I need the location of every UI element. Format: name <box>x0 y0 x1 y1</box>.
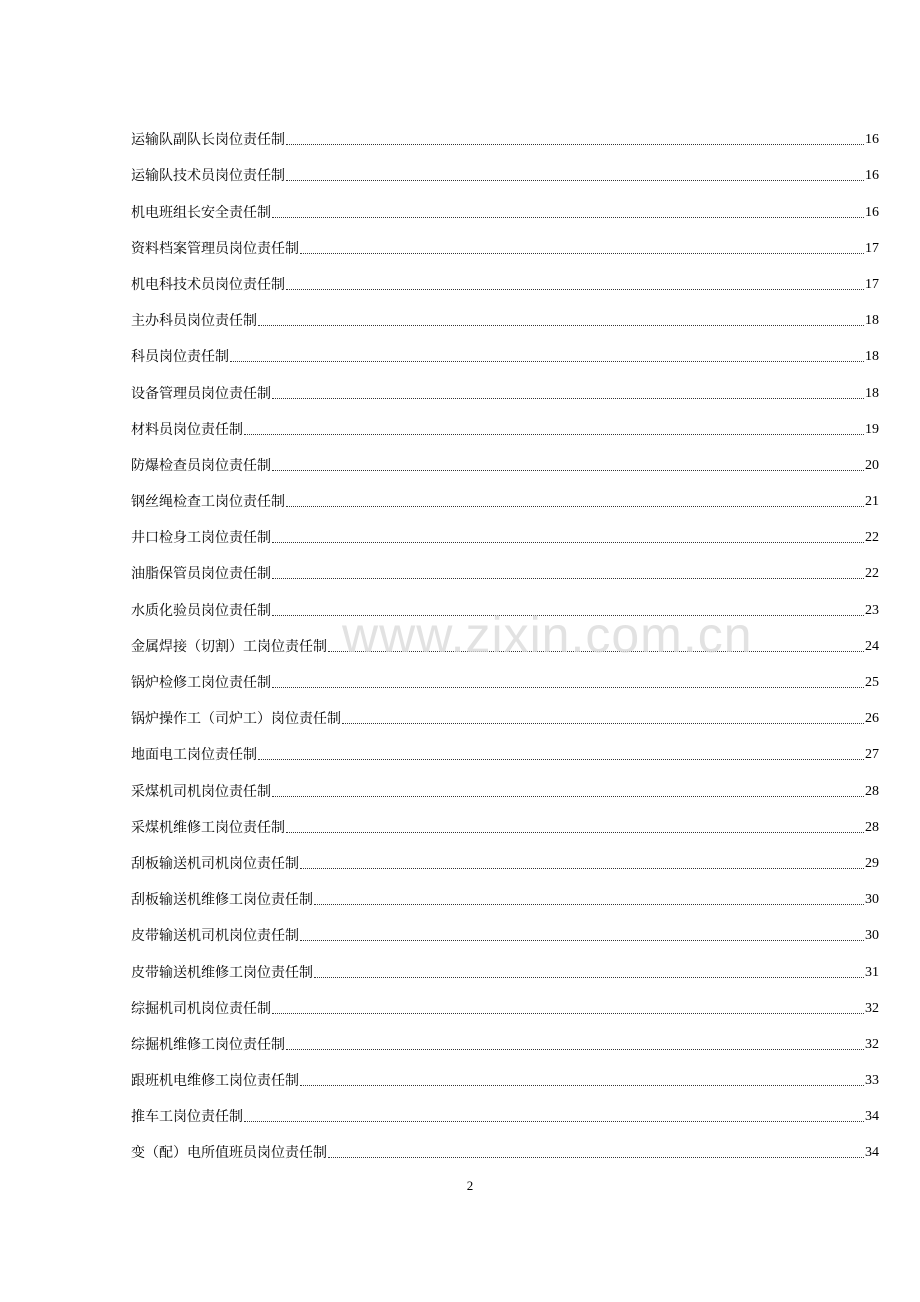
toc-entry-title: 主办科员岗位责任制 <box>131 313 257 330</box>
toc-entry[interactable] <box>131 949 879 985</box>
toc-entry-page: 17 <box>865 276 879 292</box>
toc-entry[interactable] <box>131 262 879 298</box>
toc-entry[interactable] <box>131 877 879 913</box>
toc-dot-leader <box>272 686 864 688</box>
toc-dot-leader <box>300 252 864 254</box>
toc-entry[interactable] <box>131 805 879 841</box>
toc-dot-leader <box>300 867 864 869</box>
toc-entry-page: 18 <box>865 349 879 365</box>
toc-entry[interactable] <box>131 551 879 587</box>
toc-entry-title: 防爆检查员岗位责任制 <box>131 457 271 474</box>
toc-entry-page: 28 <box>865 819 879 835</box>
toc-entry-page: 26 <box>865 711 879 727</box>
toc-dot-leader <box>258 758 864 760</box>
toc-dot-leader <box>272 541 864 543</box>
toc-entry-title: 地面电工岗位责任制 <box>131 747 257 764</box>
toc-dot-leader <box>272 216 864 218</box>
toc-entry-page: 32 <box>865 1036 879 1052</box>
toc-entry-title: 皮带输送机司机岗位责任制 <box>131 928 299 945</box>
watermark: www.zixin.com.cn <box>342 607 753 663</box>
toc-entry[interactable] <box>131 768 879 804</box>
toc-entry-title: 油脂保管员岗位责任制 <box>131 566 271 583</box>
toc-entry[interactable] <box>131 479 879 515</box>
toc-entry[interactable] <box>131 226 879 262</box>
toc-entry-page: 18 <box>865 385 879 401</box>
toc-entry-page: 29 <box>865 855 879 871</box>
toc-entry-title: 井口检身工岗位责任制 <box>131 530 271 547</box>
toc-dot-leader <box>314 903 864 905</box>
toc-entry[interactable] <box>131 117 879 153</box>
toc-entry-page: 30 <box>865 928 879 944</box>
toc-entry[interactable] <box>131 407 879 443</box>
toc-entry[interactable] <box>131 443 879 479</box>
toc-dot-leader <box>272 397 864 399</box>
toc-entry-page: 19 <box>865 421 879 437</box>
toc-entry[interactable] <box>131 515 879 551</box>
toc-entry[interactable] <box>131 841 879 877</box>
toc-entry-page: 24 <box>865 638 879 654</box>
toc-entry-page: 21 <box>865 494 879 510</box>
toc-entry-title: 水质化验员岗位责任制 <box>131 602 271 619</box>
toc-entry[interactable] <box>131 1022 879 1058</box>
toc-entry-page: 32 <box>865 1000 879 1016</box>
toc-entry[interactable] <box>131 587 879 623</box>
toc-entry-page: 18 <box>865 313 879 329</box>
toc-entry[interactable] <box>131 370 879 406</box>
toc-entry-title: 变（配）电所值班员岗位责任制 <box>131 1145 327 1162</box>
toc-entry-page: 17 <box>865 240 879 256</box>
toc-entry[interactable] <box>131 624 879 660</box>
toc-dot-leader <box>286 143 864 145</box>
toc-entry-title: 跟班机电维修工岗位责任制 <box>131 1073 299 1090</box>
toc-dot-leader <box>286 288 864 290</box>
toc-entry-page: 27 <box>865 747 879 763</box>
toc-entry-page: 22 <box>865 530 879 546</box>
toc-entry-page: 20 <box>865 457 879 473</box>
toc-dot-leader <box>272 614 864 616</box>
toc-entry-title: 推车工岗位责任制 <box>131 1109 243 1126</box>
toc-entry[interactable] <box>131 913 879 949</box>
toc-dot-leader <box>286 505 864 507</box>
toc-entry-page: 33 <box>865 1073 879 1089</box>
toc-entry-title: 运输队技术员岗位责任制 <box>131 168 285 185</box>
toc-dot-leader <box>244 1120 864 1122</box>
toc-entry[interactable] <box>131 986 879 1022</box>
toc-entry-page: 16 <box>865 168 879 184</box>
toc-dot-leader <box>286 1048 864 1050</box>
toc-entry-page: 25 <box>865 675 879 690</box>
toc-entry[interactable] <box>131 732 879 768</box>
toc-dot-leader <box>272 469 864 471</box>
toc-entry-title: 采煤机维修工岗位责任制 <box>131 819 285 836</box>
toc-entry-title: 资料档案管理员岗位责任制 <box>131 240 299 257</box>
toc-entry-page: 23 <box>865 602 879 618</box>
toc-entry-title: 金属焊接（切割）工岗位责任制 <box>131 638 327 655</box>
toc-entry[interactable] <box>131 660 879 696</box>
toc-entry[interactable] <box>131 189 879 225</box>
toc-dot-leader <box>272 795 864 797</box>
toc-dot-leader <box>258 324 864 326</box>
toc-dot-leader <box>230 360 864 362</box>
toc-dot-leader <box>342 722 864 724</box>
toc-entry-title: 运输队副队长岗位责任制 <box>131 132 285 149</box>
toc-entry-title: 锅炉操作工（司炉工）岗位责任制 <box>131 711 341 728</box>
toc-dot-leader <box>300 939 864 941</box>
toc-entry[interactable] <box>131 298 879 334</box>
toc-entry[interactable] <box>131 153 879 189</box>
toc-entry-title: 科员岗位责任制 <box>131 349 229 366</box>
toc-dot-leader <box>286 179 864 181</box>
toc-entry-page: 16 <box>865 204 879 220</box>
toc-entry-title: 采煤机司机岗位责任制 <box>131 783 271 800</box>
toc-entry-title: 综掘机司机岗位责任制 <box>131 1000 271 1017</box>
toc-dot-leader <box>328 1156 864 1158</box>
toc-entry-title: 锅炉检修工岗位责任制 <box>131 675 271 691</box>
toc-entry[interactable] <box>131 1058 879 1094</box>
toc-dot-leader <box>244 433 864 435</box>
toc-dot-leader <box>272 577 864 579</box>
toc-dot-leader <box>300 1084 864 1086</box>
toc-entry-title: 材料员岗位责任制 <box>131 421 243 438</box>
toc-entry-title: 刮板输送机维修工岗位责任制 <box>131 892 313 909</box>
toc-entry-page: 31 <box>865 964 879 980</box>
toc-entry[interactable] <box>131 1130 879 1166</box>
toc-entry-title: 设备管理员岗位责任制 <box>131 385 271 402</box>
table-of-contents <box>131 117 879 1166</box>
toc-entry[interactable] <box>131 696 879 732</box>
toc-entry-page: 34 <box>865 1109 879 1125</box>
toc-entry-page: 30 <box>865 892 879 908</box>
toc-entry-title: 钢丝绳检查工岗位责任制 <box>131 494 285 511</box>
page-number: 2 <box>466 1178 474 1193</box>
toc-entry[interactable] <box>131 334 879 370</box>
toc-entry-page: 34 <box>865 1145 879 1161</box>
toc-dot-leader <box>272 1012 864 1014</box>
toc-entry-page: 28 <box>865 783 879 799</box>
toc-dot-leader <box>328 650 864 652</box>
toc-entry-title: 综掘机维修工岗位责任制 <box>131 1036 285 1053</box>
toc-dot-leader <box>286 831 864 833</box>
toc-entry-page: 22 <box>865 566 879 582</box>
toc-dot-leader <box>314 976 864 978</box>
toc-entry-title: 机电班组长安全责任制 <box>131 204 271 221</box>
toc-entry-title: 机电科技术员岗位责任制 <box>131 276 285 293</box>
toc-entry-page: 16 <box>865 132 879 148</box>
toc-entry-title: 皮带输送机维修工岗位责任制 <box>131 964 313 981</box>
toc-entry-title: 刮板输送机司机岗位责任制 <box>131 855 299 872</box>
toc-entry[interactable] <box>131 1094 879 1130</box>
